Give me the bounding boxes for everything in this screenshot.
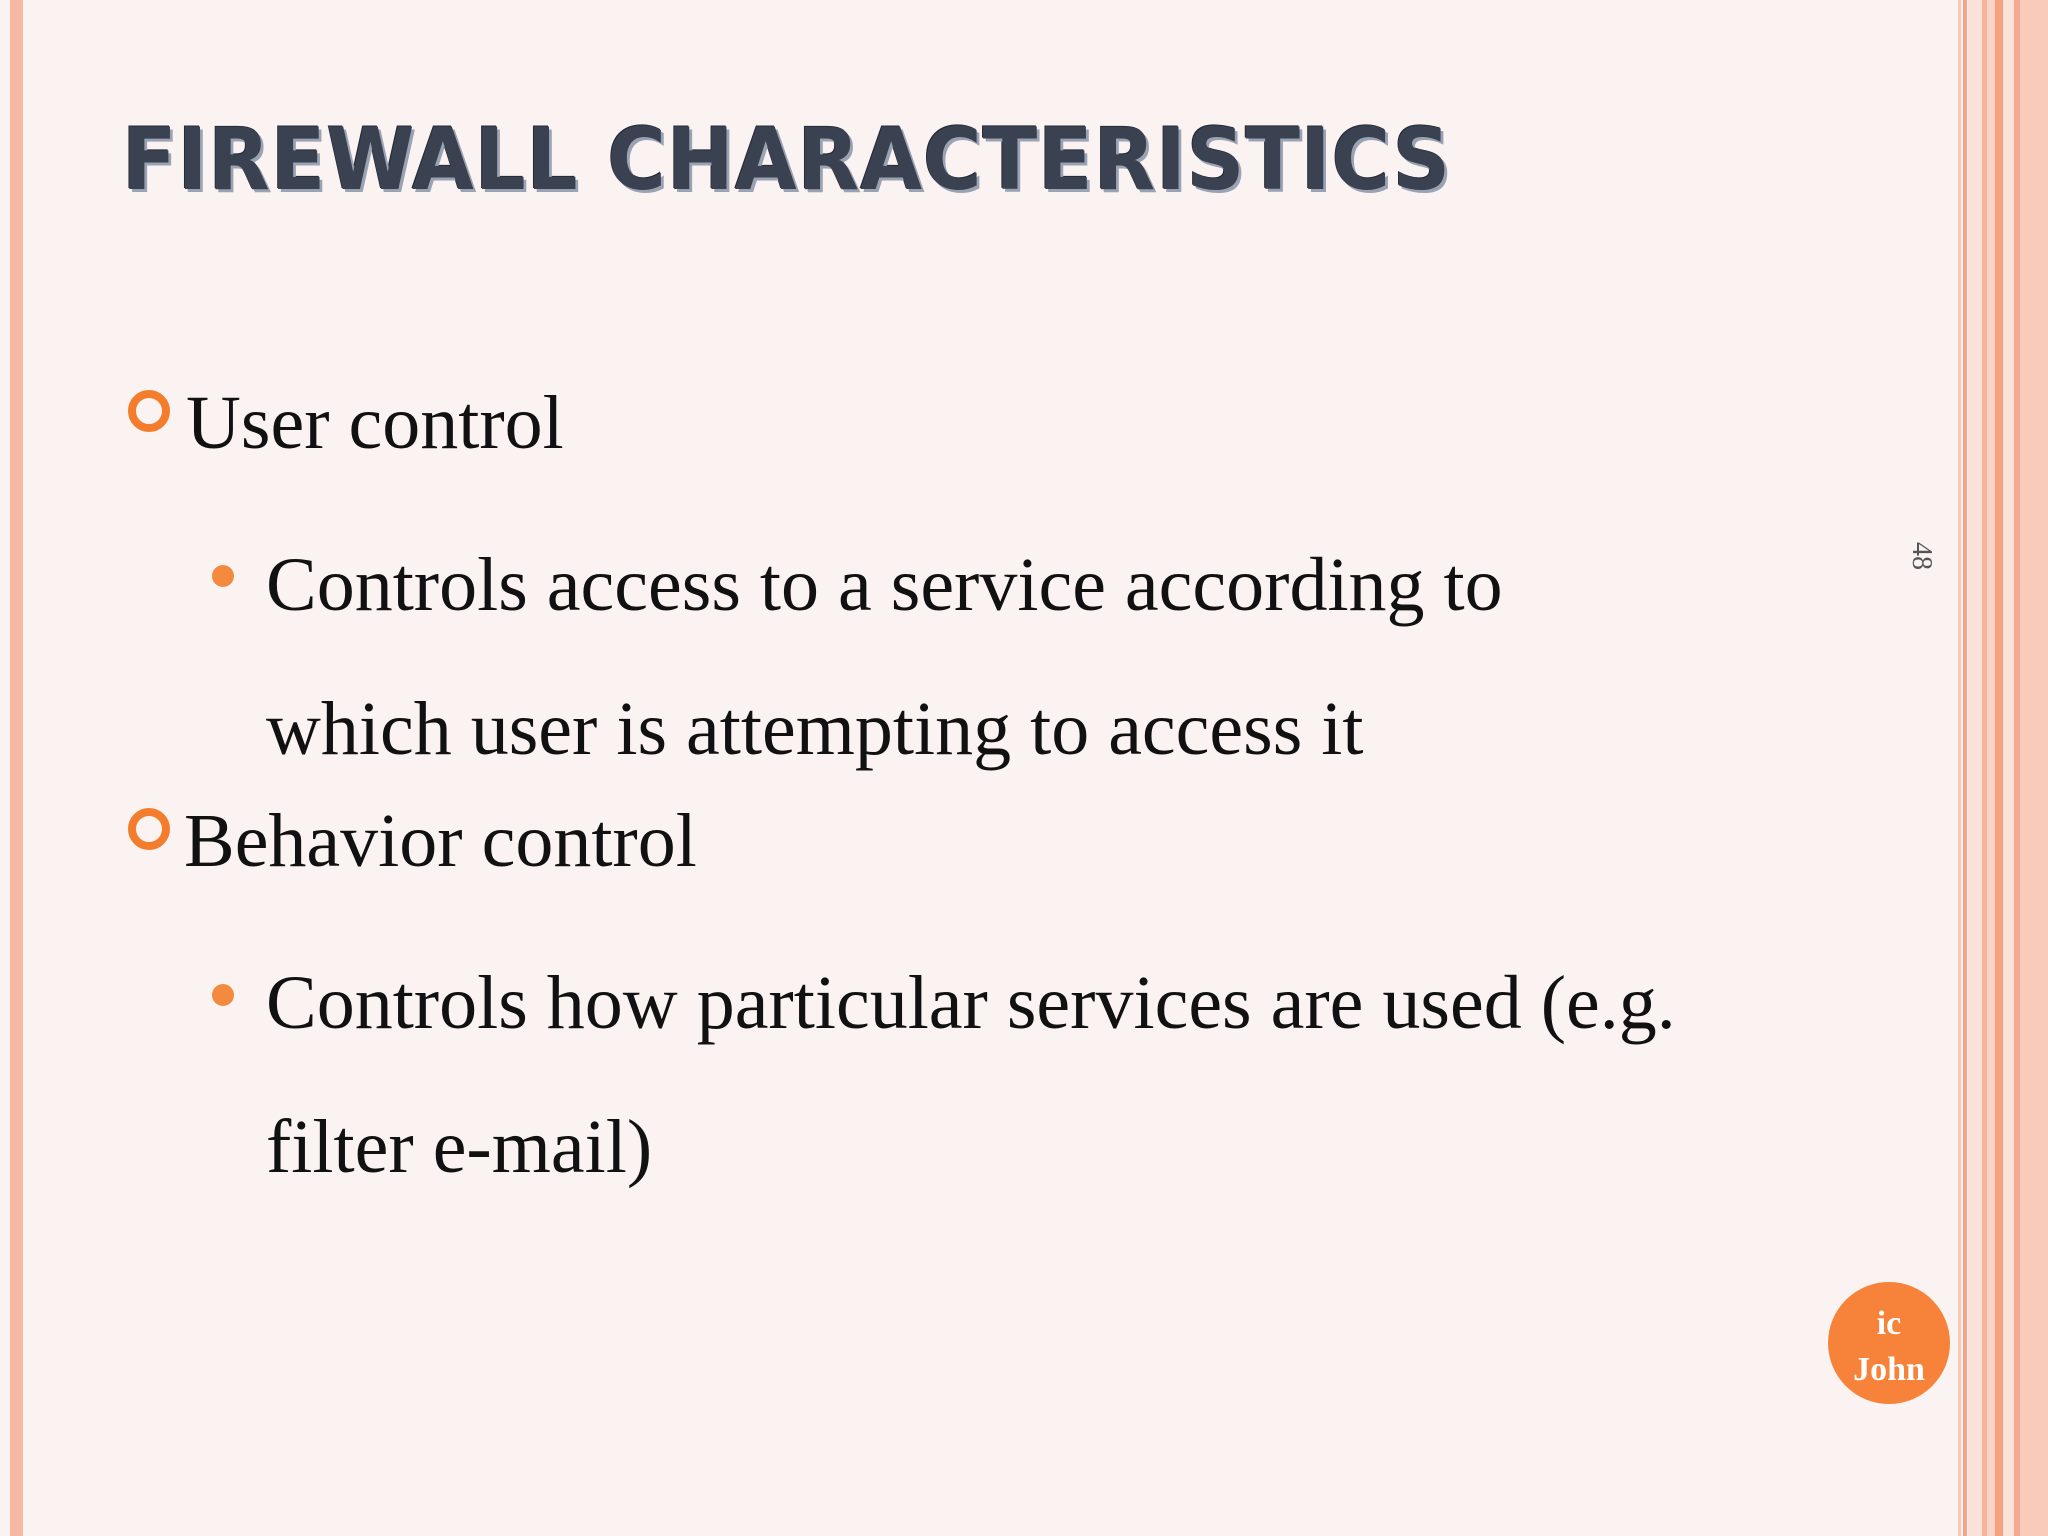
sub-bullet-line: Controls how particular services are used (e.g. <box>266 961 1676 1045</box>
badge-line: ic <box>1876 1305 1902 1342</box>
bullet-label-behavior-control: Behavior control <box>184 799 697 883</box>
badge-line: John <box>1853 1351 1925 1388</box>
right-border-stripe <box>1968 0 1982 1536</box>
slide-title: FIREWALL CHARACTERISTICS <box>122 110 1452 210</box>
dot-bullet-icon <box>212 565 234 587</box>
right-border-stripe <box>1963 0 1967 1536</box>
sub-bullet-line: Controls access to a service according to <box>266 543 1503 627</box>
author-badge <box>1828 1282 1950 1404</box>
right-border-stripe <box>1987 0 1995 1536</box>
bullet-label-user-control: User control <box>186 381 564 465</box>
right-border-stripe <box>1995 0 2003 1536</box>
sub-bullet-line: which user is attempting to access it <box>266 687 1364 771</box>
right-border-stripe <box>1958 0 1961 1536</box>
ring-bullet-icon <box>128 390 170 432</box>
sub-bullet-line: filter e-mail) <box>266 1105 653 1189</box>
page-number: 48 <box>1906 542 1937 570</box>
dot-bullet-icon <box>212 984 234 1006</box>
right-border-stripe <box>2020 0 2048 1536</box>
left-border-stripe <box>10 0 23 1536</box>
ring-bullet-icon <box>128 808 170 850</box>
right-border-stripe <box>2003 0 2014 1536</box>
